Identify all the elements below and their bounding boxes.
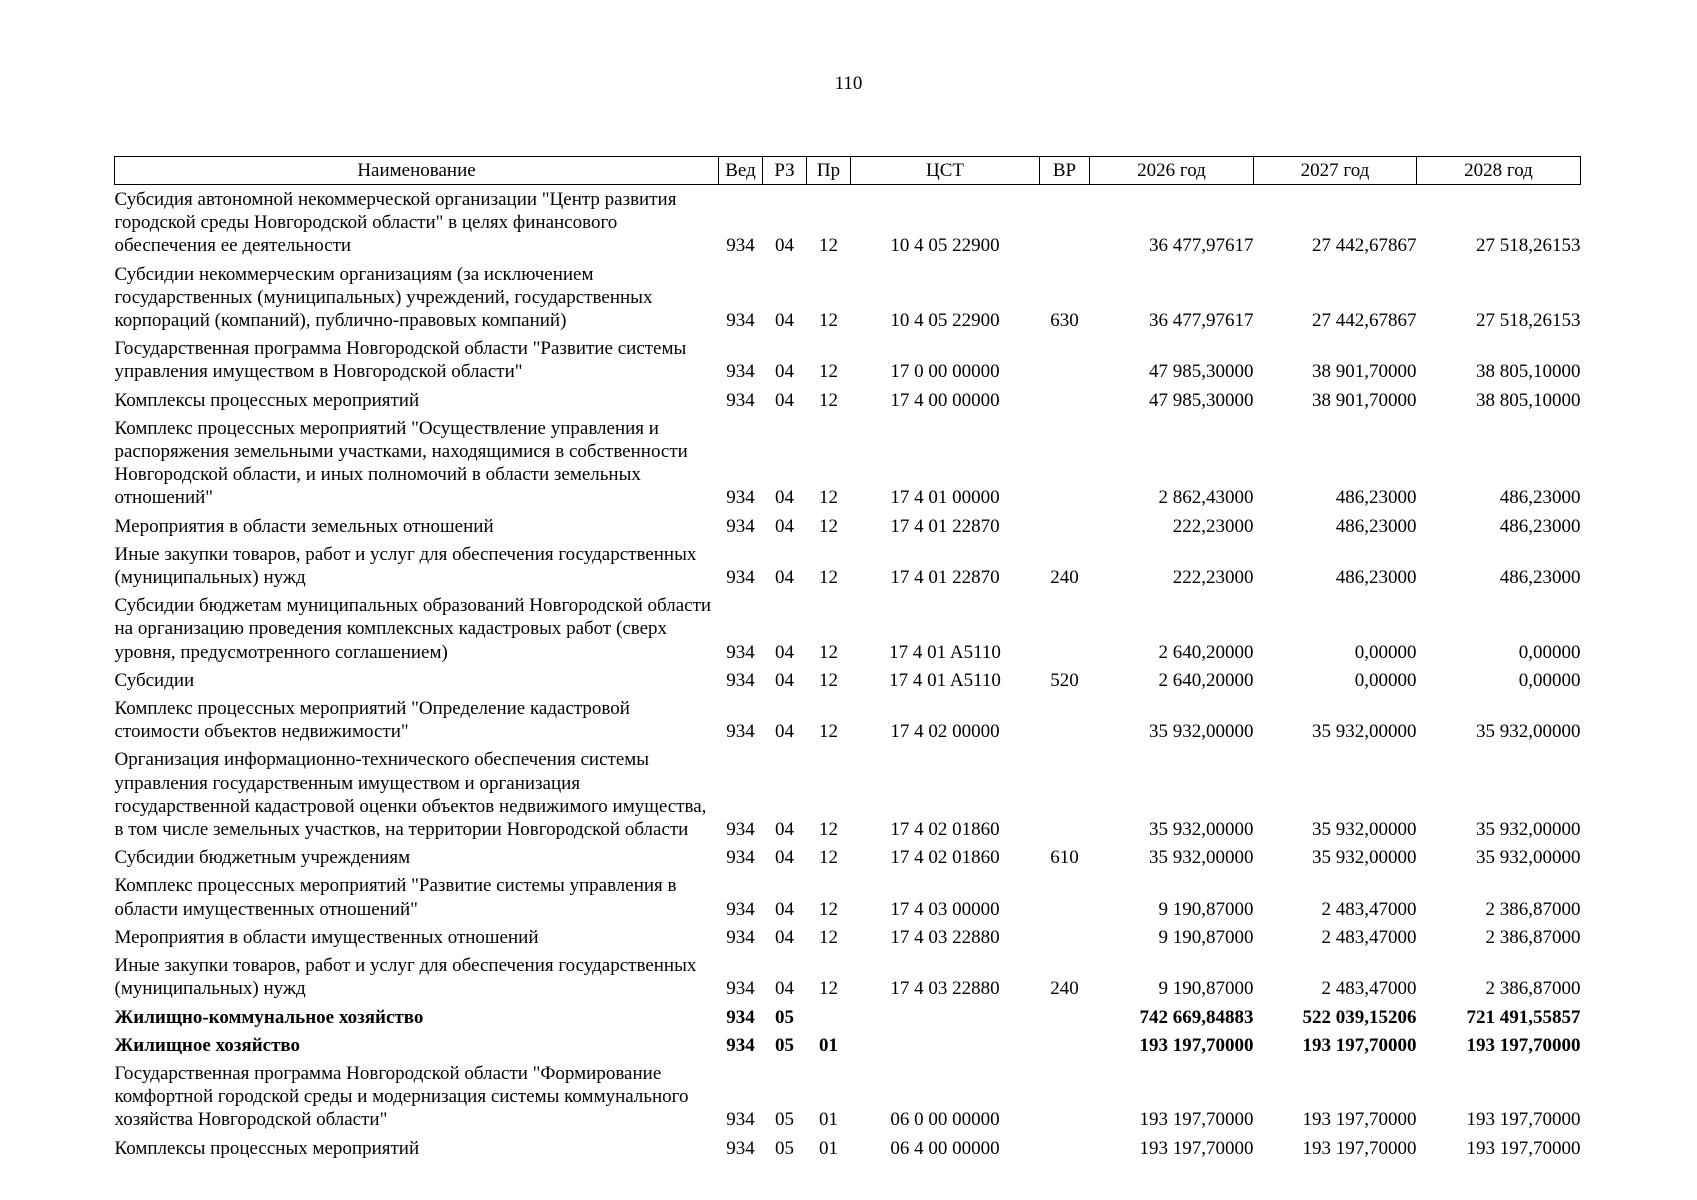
cell-y2026: 2 640,20000	[1158, 669, 1254, 691]
cell-vr: 520	[1050, 669, 1079, 691]
cell-y2026: 193 197,70000	[1139, 1137, 1254, 1159]
cell-pr: 12	[819, 926, 838, 948]
cell-pr	[807, 1001, 851, 1029]
cell-y2026: 2 862,43000	[1158, 487, 1254, 509]
cell-y2027: 2 483,47000	[1321, 978, 1417, 1000]
cell-ved: 934	[726, 515, 755, 537]
cell-ved: 934	[726, 978, 755, 1000]
cell-vr	[1040, 332, 1090, 383]
cell-cst: 10 4 05 22900	[890, 235, 1000, 257]
cell-pr: 12	[819, 515, 838, 537]
cell-cst: 17 0 00 00000	[890, 361, 1000, 383]
cell-rz: 04	[775, 847, 794, 869]
cell-name: Мероприятия в области имущественных отношений	[114, 926, 539, 948]
cell-pr: 12	[819, 641, 838, 663]
cell-y2026: 9 190,87000	[1158, 898, 1254, 920]
cell-pr: 01	[819, 1109, 838, 1131]
cell-name: Комплекс процессных мероприятий "Развитие системы управления в области имущественных отношений"	[114, 875, 677, 920]
cell-y2027: 486,23000	[1335, 515, 1417, 537]
cell-rz: 04	[775, 310, 794, 332]
cell-rz: 04	[775, 721, 794, 743]
cell-y2028: 486,23000	[1499, 487, 1581, 509]
table-row	[115, 1057, 1581, 1132]
cell-vr	[1040, 921, 1090, 949]
header-2026: 2026 год	[1090, 157, 1254, 185]
cell-y2026: 193 197,70000	[1139, 1034, 1254, 1056]
cell-y2026: 222,23000	[1172, 515, 1254, 537]
cell-cst: 17 4 02 00000	[890, 721, 1000, 743]
cell-vr	[1040, 412, 1090, 510]
header-pr: Пр	[807, 157, 851, 185]
cell-y2027: 0,00000	[1354, 641, 1417, 663]
table-row	[115, 1029, 1581, 1057]
budget-table	[114, 156, 1581, 1160]
cell-y2028: 27 518,26153	[1476, 235, 1581, 257]
cell-pr: 12	[819, 361, 838, 383]
cell-y2027: 27 442,67867	[1312, 235, 1417, 257]
cell-y2027: 27 442,67867	[1312, 310, 1417, 332]
cell-ved: 934	[726, 235, 755, 257]
cell-cst: 17 4 02 01860	[890, 847, 1000, 869]
cell-cst: 17 4 01 22870	[890, 515, 1000, 537]
cell-y2027: 35 932,00000	[1312, 847, 1417, 869]
cell-cst: 17 4 03 22880	[890, 926, 1000, 948]
cell-cst	[851, 1001, 1040, 1029]
cell-pr: 12	[819, 898, 838, 920]
cell-pr: 12	[819, 235, 838, 257]
cell-rz: 04	[775, 669, 794, 691]
cell-y2028: 721 491,55857	[1466, 1006, 1581, 1028]
cell-ved: 934	[726, 641, 755, 663]
cell-y2028: 38 805,10000	[1476, 389, 1581, 411]
cell-rz: 05	[775, 1034, 794, 1056]
cell-name: Субсидии бюджетам муниципальных образований Новгородской области на организацию проведения комплексных кадастровых работ (сверх уровня, предусмотренного соглашением)	[114, 595, 712, 663]
table-row	[115, 510, 1581, 538]
cell-y2027: 522 039,15206	[1302, 1006, 1417, 1028]
cell-ved: 934	[726, 389, 755, 411]
cell-pr: 12	[819, 567, 838, 589]
cell-y2028: 0,00000	[1518, 641, 1581, 663]
cell-y2028: 2 386,87000	[1485, 898, 1581, 920]
header-cst: ЦСТ	[851, 157, 1040, 185]
header-name: Наименование	[115, 157, 719, 185]
page-number: 110	[834, 73, 863, 94]
table-header-row	[115, 157, 1581, 185]
cell-ved: 934	[726, 926, 755, 948]
cell-pr: 12	[819, 847, 838, 869]
cell-y2027: 486,23000	[1335, 567, 1417, 589]
cell-rz: 05	[775, 1109, 794, 1131]
cell-y2027: 2 483,47000	[1321, 898, 1417, 920]
cell-y2026: 193 197,70000	[1139, 1109, 1254, 1131]
cell-name: Субсидии бюджетным учреждениям	[114, 847, 411, 869]
cell-y2028: 35 932,00000	[1476, 819, 1581, 841]
cell-cst: 17 4 00 00000	[890, 389, 1000, 411]
cell-y2027: 193 197,70000	[1302, 1109, 1417, 1131]
cell-y2028: 486,23000	[1499, 515, 1581, 537]
table-row	[115, 538, 1581, 589]
cell-y2027: 38 901,70000	[1312, 389, 1417, 411]
cell-ved: 934	[726, 487, 755, 509]
header-2028: 2028 год	[1417, 157, 1581, 185]
cell-ved: 934	[726, 1109, 755, 1131]
cell-vr	[1040, 692, 1090, 743]
table-row	[115, 949, 1581, 1000]
cell-y2027: 486,23000	[1335, 487, 1417, 509]
cell-cst: 17 4 03 00000	[890, 898, 1000, 920]
table-body	[115, 185, 1581, 1160]
cell-pr: 12	[819, 389, 838, 411]
cell-cst: 06 4 00 00000	[890, 1137, 1000, 1159]
cell-ved: 934	[726, 361, 755, 383]
cell-rz: 04	[775, 926, 794, 948]
table-row	[115, 332, 1581, 383]
cell-vr	[1040, 589, 1090, 664]
table-row	[115, 869, 1581, 920]
cell-ved: 934	[726, 847, 755, 869]
cell-rz: 04	[775, 487, 794, 509]
cell-y2027: 38 901,70000	[1312, 361, 1417, 383]
cell-pr: 12	[819, 721, 838, 743]
table-row	[115, 1132, 1581, 1160]
table-row	[115, 1001, 1581, 1029]
cell-name: Субсидии некоммерческим организациям (за исключением государственных (муниципальных) учреждений, государственных корпораций (компаний), публично-правовых компаний)	[114, 263, 653, 332]
cell-vr: 610	[1050, 847, 1079, 869]
cell-y2026: 222,23000	[1172, 567, 1254, 589]
header-rz: РЗ	[763, 157, 807, 185]
cell-vr	[1040, 185, 1090, 258]
cell-rz: 04	[775, 978, 794, 1000]
cell-rz: 04	[775, 567, 794, 589]
cell-y2028: 193 197,70000	[1466, 1137, 1581, 1159]
cell-ved: 934	[726, 819, 755, 841]
cell-y2028: 35 932,00000	[1476, 847, 1581, 869]
cell-ved: 934	[726, 721, 755, 743]
table-row	[115, 692, 1581, 743]
cell-cst: 17 4 03 22880	[890, 978, 1000, 1000]
cell-pr: 01	[819, 1137, 838, 1159]
table-row	[115, 743, 1581, 841]
cell-y2026: 36 477,97617	[1149, 310, 1254, 332]
cell-vr	[1040, 1057, 1090, 1132]
cell-vr	[1040, 1001, 1090, 1029]
cell-name: Комплексы процессных мероприятий	[114, 1137, 420, 1159]
cell-y2027: 0,00000	[1354, 669, 1417, 691]
cell-y2026: 2 640,20000	[1158, 641, 1254, 663]
cell-name: Субсидия автономной некоммерческой организации "Центр развития городской среды Новгородской области" в целях финансового обеспечения ее деятельности	[114, 189, 677, 257]
cell-name: Иные закупки товаров, работ и услуг для обеспечения государственных (муниципальных) нужд	[114, 543, 697, 589]
cell-vr: 240	[1050, 978, 1079, 1000]
cell-name: Комплекс процессных мероприятий "Определение кадастровой стоимости объектов недвижимости"	[114, 698, 630, 743]
cell-y2027: 2 483,47000	[1321, 926, 1417, 948]
cell-cst: 17 4 01 A5110	[889, 641, 1001, 663]
cell-rz: 04	[775, 819, 794, 841]
cell-y2026: 9 190,87000	[1158, 926, 1254, 948]
cell-vr	[1040, 1132, 1090, 1160]
cell-y2027: 193 197,70000	[1302, 1137, 1417, 1159]
cell-name: Комплекс процессных мероприятий "Осуществление управления и распоряжения земельными участками, находящимися в собственности Новгородской области, и иных полномочий в области земельных отношений"	[114, 417, 688, 509]
cell-name: Жилищное хозяйство	[114, 1034, 301, 1056]
cell-vr: 630	[1050, 310, 1079, 332]
cell-y2027: 193 197,70000	[1302, 1034, 1417, 1056]
cell-y2027: 35 932,00000	[1312, 721, 1417, 743]
cell-y2028: 193 197,70000	[1466, 1109, 1581, 1131]
cell-rz: 05	[775, 1006, 794, 1028]
cell-pr: 12	[819, 978, 838, 1000]
cell-y2026: 9 190,87000	[1158, 978, 1254, 1000]
cell-y2026: 47 985,30000	[1149, 361, 1254, 383]
table-row	[115, 664, 1581, 692]
cell-rz: 04	[775, 641, 794, 663]
cell-pr: 12	[819, 310, 838, 332]
cell-rz: 04	[775, 235, 794, 257]
cell-vr	[1040, 1029, 1090, 1057]
header-2027: 2027 год	[1254, 157, 1417, 185]
table-row	[115, 921, 1581, 949]
table-row	[115, 841, 1581, 869]
cell-rz: 04	[775, 389, 794, 411]
cell-vr	[1040, 743, 1090, 841]
cell-y2026: 35 932,00000	[1149, 847, 1254, 869]
cell-cst: 17 4 01 A5110	[889, 669, 1001, 691]
cell-ved: 934	[726, 1137, 755, 1159]
cell-y2028: 0,00000	[1518, 669, 1581, 691]
cell-y2026: 35 932,00000	[1149, 819, 1254, 841]
cell-y2027: 35 932,00000	[1312, 819, 1417, 841]
cell-name: Организация информационно-технического обеспечения системы управления государственным имуществом и организация государственной кадастровой оценки объектов недвижимого имущества, в том числе земельных участков, на территории Новгородской области	[114, 749, 707, 841]
table-row	[115, 384, 1581, 412]
table-row	[115, 258, 1581, 333]
cell-name: Жилищно-коммунальное хозяйство	[114, 1006, 424, 1028]
cell-y2026: 35 932,00000	[1149, 721, 1254, 743]
cell-pr: 12	[819, 669, 838, 691]
cell-name: Мероприятия в области земельных отношений	[114, 515, 494, 537]
cell-cst: 17 4 01 22870	[890, 567, 1000, 589]
cell-vr	[1040, 384, 1090, 412]
cell-y2028: 2 386,87000	[1485, 978, 1581, 1000]
cell-vr	[1040, 510, 1090, 538]
cell-y2028: 35 932,00000	[1476, 721, 1581, 743]
cell-ved: 934	[726, 898, 755, 920]
cell-pr: 12	[819, 819, 838, 841]
header-vr: ВР	[1040, 157, 1090, 185]
cell-y2028: 193 197,70000	[1466, 1034, 1581, 1056]
cell-ved: 934	[726, 1006, 755, 1028]
cell-cst: 10 4 05 22900	[890, 310, 1000, 332]
cell-name: Государственная программа Новгородской области "Развитие системы управления имуществом в Новгородской области"	[114, 338, 687, 383]
table-row	[115, 589, 1581, 664]
cell-cst: 17 4 01 00000	[890, 487, 1000, 509]
cell-rz: 04	[775, 361, 794, 383]
cell-pr: 12	[819, 487, 838, 509]
cell-y2026: 36 477,97617	[1149, 235, 1254, 257]
cell-name: Государственная программа Новгородской области "Формирование комфортной городской среды и модернизация системы коммунального хозяйства Новгородской области"	[114, 1062, 689, 1131]
cell-y2028: 486,23000	[1499, 567, 1581, 589]
cell-name: Иные закупки товаров, работ и услуг для обеспечения государственных (муниципальных) нужд	[114, 955, 697, 1000]
cell-y2026: 47 985,30000	[1149, 389, 1254, 411]
cell-cst	[851, 1029, 1040, 1057]
cell-cst: 06 0 00 00000	[890, 1109, 1000, 1131]
cell-name: Комплексы процессных мероприятий	[114, 389, 420, 411]
cell-y2026: 742 669,84883	[1139, 1006, 1254, 1028]
cell-y2028: 38 805,10000	[1476, 361, 1581, 383]
table-row	[115, 412, 1581, 510]
cell-rz: 04	[775, 515, 794, 537]
cell-ved: 934	[726, 567, 755, 589]
cell-rz: 04	[775, 898, 794, 920]
cell-vr: 240	[1050, 567, 1079, 589]
table-row	[115, 185, 1581, 258]
cell-y2028: 2 386,87000	[1485, 926, 1581, 948]
cell-name: Субсидии	[114, 669, 195, 691]
cell-ved: 934	[726, 1034, 755, 1056]
cell-y2028: 27 518,26153	[1476, 310, 1581, 332]
cell-ved: 934	[726, 310, 755, 332]
cell-rz: 05	[775, 1137, 794, 1159]
cell-pr: 01	[819, 1034, 838, 1056]
cell-ved: 934	[726, 669, 755, 691]
cell-cst: 17 4 02 01860	[890, 819, 1000, 841]
cell-vr	[1040, 869, 1090, 920]
header-ved: Вед	[719, 157, 763, 185]
